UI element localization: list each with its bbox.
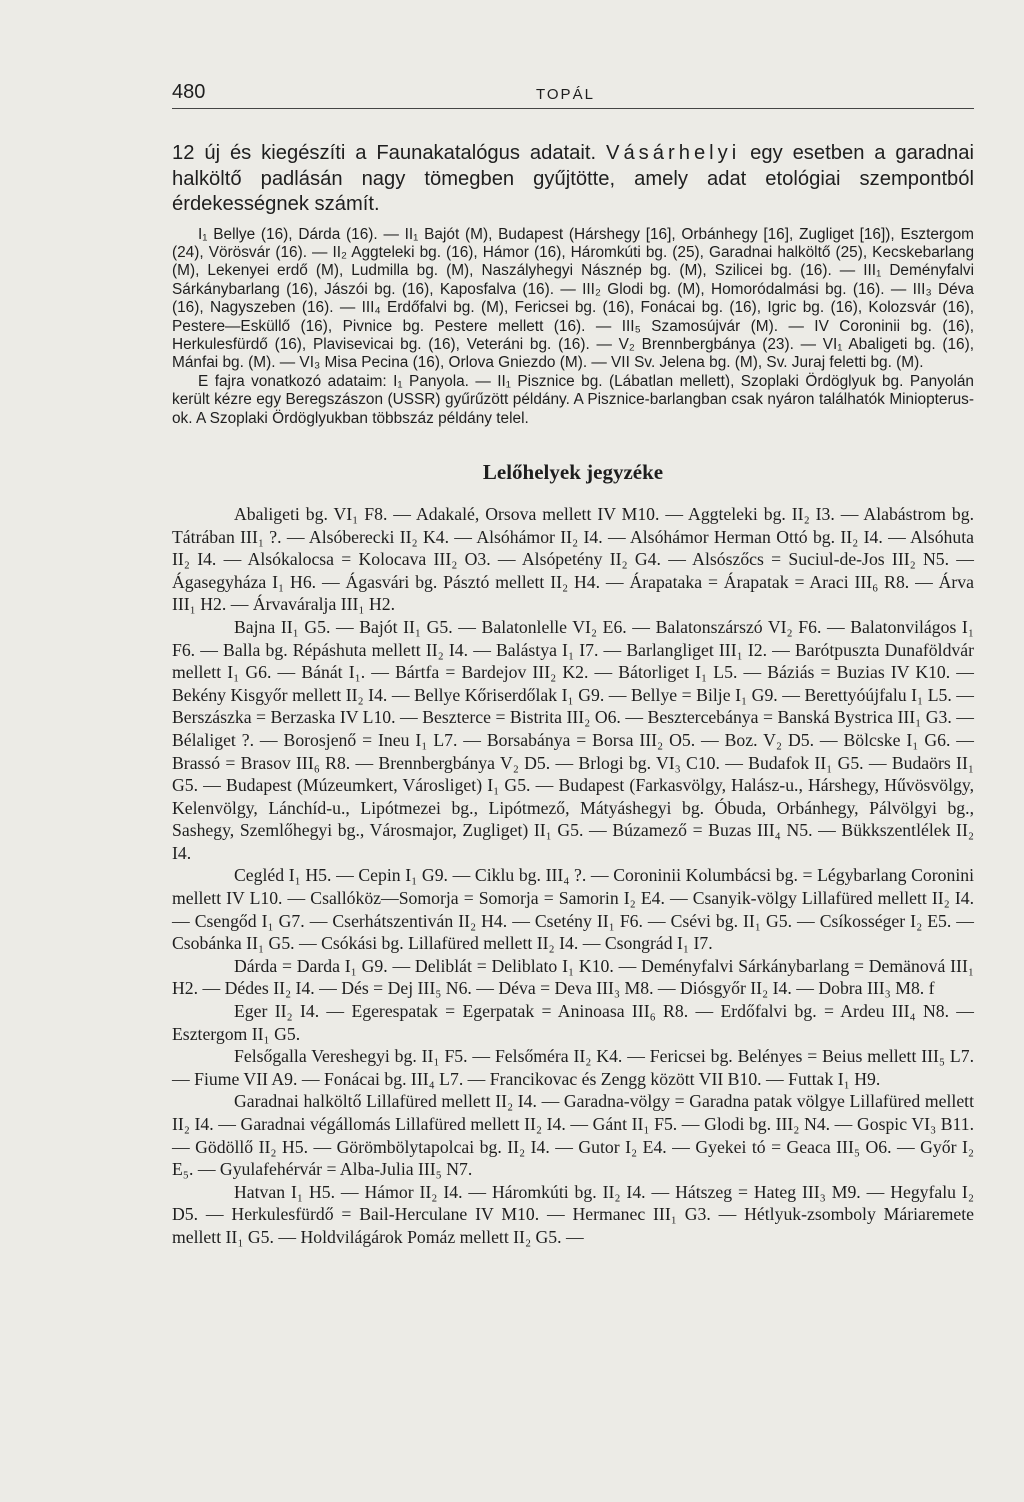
own-data-block <box>172 373 974 428</box>
intro-paragraph-block <box>172 141 974 218</box>
intro-text-end: egy esetben a garadnai halköltő padlásán nagy tömegben gyűjtötte, amely adat etológiai szempontból érdekességnek számít. <box>172 142 974 215</box>
localities-list <box>172 503 974 1249</box>
localities-paragraph-f: Felsőgalla Vereshegyi bg. II₁ F5. — Felsőméra II₂ K4. — Fericsei bg. Belényes = Beius mellett III₅ L7. — Fiume VII A9. — Fonácai bg. III₄ L7. — Francikovac és Zengg között VII B10. — Futtak I₁ H9. <box>172 1046 974 1089</box>
localities-paragraph-a: Abaligeti bg. VI₁ F8. — Adakalé, Orsova mellett IV M10. — Aggteleki bg. II₂ I3. — Alabástrom bg. Tátrában III₁ ?. — Alsóberecki II₂ K4. — Alsóhámor II₂ I4. — Alsóhámor Herman Ottó bg. II₂ I4. — Alsóhuta II₂ I4. — Alsókalocsa = Kolocava III₂ O3. — Alsópetény II₂ G4. — Alsószőcs = Suciul-de-Jos III₂ N5. — Ágasegyháza I₁ H6. — Ágasvári bg. Pásztó mellett II₂ H4. — Árapataka = Árapatak = Araci III₆ R8. — Árva III₁ H2. — Árvaváralja III₁ H2. <box>172 503 974 615</box>
running-head <box>172 78 974 109</box>
intro-author: Vásárhelyi <box>605 142 741 164</box>
localities-paragraph-h: Hatvan I₁ H5. — Hámor II₂ I4. — Háromkúti bg. II₂ I4. — Hátszeg = Hateg III₃ M9. — Hegyfalu I₂ D5. — Herkulesfürdő = Bail-Herculane IV M10. — Hermanec III₁ G3. — Hétlyuk-zsomboly Máriaremete mellett II₁ G5. — Holdvilágárok Pomáz mellett II₂ G5. — <box>172 1181 974 1247</box>
intro-text-start: 12 új és kiegészíti a Faunakatalógus adatait. <box>172 142 606 164</box>
section-heading: Lelőhelyek jegyzéke <box>482 459 664 484</box>
page-number: 480 <box>172 81 206 103</box>
localities-paragraph-c: Cegléd I₁ H5. — Cepin I₁ G9. — Ciklu bg. III₄ ?. — Coroninii Kolumbácsi bg. = Légybarlang Coronini mellett IV L10. — Csallóköz—Somorja = Somorja = Samorin I₂ E4. — Csanyik-völgy Lillafüred mellett II₂ I4. — Csengőd I₁ G7. — Cserhátszentiván II₂ H4. — Csetény II₁ F6. — Csévi bg. II₁ G5. — Csíkosséger I₂ E5. — Csobánka II₁ G5. — Csókási bg. Lillafüred mellett II₂ I4. — Csongrád I₁ I7. <box>172 865 974 954</box>
localities-paragraph-e: Eger II₂ I4. — Egerespatak = Egerpatak = Aninoasa III₆ R8. — Erdőfalvi bg. = Ardeu III₄ N8. — Esztergom II₁ G5. <box>172 1001 974 1044</box>
running-title: TOPÁL <box>536 86 595 103</box>
localities-paragraph-d: Dárda = Darda I₁ G9. — Deliblát = Deliblato I₁ K10. — Deményfalvi Sárkánybarlang = Demänová III₁ H2. — Dédes II₂ I4. — Dés = Dej III₅ N6. — Déva = Deva III₃ M8. — Diósgyőr II₂ I4. — Dobra III₃ M8. f <box>172 955 974 999</box>
localities-paragraph-b: Bajna II₁ G5. — Bajót II₁ G5. — Balatonlelle VI₂ E6. — Balatonszárszó VI₂ F6. — Balatonvilágos I₁ F6. — Balla bg. Répáshuta mellett II₂ I4. — Balástya I₁ I7. — Barlangliget III₁ I2. — Barótpuszta Dunaföldvár mellett I₁ G6. — Bánát I₁. — Bártfa = Bardejov III₂ K2. — Bátorliget I₁ L5. — Báziás = Buzias IV K10. — Bekény Kisgyőr mellett II₂ I4. — Bellye Kőriserdőlak I₁ G9. — Bellye = Bilje I₁ G9. — Berettyóújfalu I₁ L5. — Berszászka = Berzaska IV L10. — Beszterce = Bistrita III₂ O6. — Besztercebánya = Banská Bystrica III₁ G3. — Bélaliget ?. — Borosjenő = Ineu I₁ L7. — Borsabánya = Borsa III₂ O5. — Boz. V₂ D5. — Bölcske I₁ G6. — Brassó = Brasov III₆ R8. — Brennbergbánya V₂ D5. — Brlogi bg. VI₃ C10. — Budafok II₁ G5. — Budaörs II₁ G5. — Budapest (Múzeumkert, Városliget) I₁ G5. — Budapest (Farkasvölgy, Halász-u., Hárshegy, Hűvösvölgy, Kelenvölgy, Lánchíd-u., Lipótmezei bg., Lipótmező, Mátyáshegyi bg. Óbuda, Orbánhegy, Pálvölgyi bg., Sashegy, Szemlőhegyi bg., Városmajor, Zugliget) II₁ G5. — Búzamező = Buzas III₄ N5. — Bükkszentlélek II₂ I4. <box>172 616 974 863</box>
intro-paragraph <box>172 141 974 218</box>
own-data-paragraph: E fajra vonatkozó adataim: I₁ Panyola. — II₁ Pisznice bg. (Lábatlan mellett), Szoplaki Ördöglyuk bg. Panyolán került kézre egy Beregszászon (USSR) gyűrűzött példány. A Pisznice-barlangban csak nyáron találhatók Miniopterus-ok. A Szoplaki Ördöglyukban többszáz példány telel. <box>172 372 974 427</box>
distribution-paragraph: I₁ Bellye (16), Dárda (16). — II₁ Bajót (M), Budapest (Hárshegy [16], Orbánhegy [16], Zugliget [16]), Esztergom (24), Vörösvár (16). — II₂ Aggteleki bg. (16), Hámor (16), Háromkúti bg. (25), Garadnai halköltő (25), Kecskebarlang (M), Lekenyei erdő (M), Ludmilla bg. (M), Naszályhegyi Násznép bg. (M), Szilicei bg. (16). — III₁ Deményfalvi Sárkánybarlang (16), Jászói bg. (16), Kaposfalva (16). — III₂ Glodi bg. (M), Homoródalmási bg. (16). — III₃ Déva (16), Nagyszeben (16). — III₄ Erdőfalvi bg. (M), Fericsei bg. (16), Fonácai bg. (16), Igric bg. (16), Kolozsvár (16), Pestere—Esküllő (16), Pivnice bg. Pestere mellett (16). — III₅ Szamosújvár (M). — IV Coroninii bg. (16), Herkulesfürdő (16), Plavisevicai bg. (16), Veteráni bg. (16). — V₂ Brennbergbánya (23). — VI₁ Abaligeti bg. (16), Mánfai bg. (M). — VI₃ Misa Pecina (16), Orlova Gniezdo (M). — VII Sv. Jelena bg. (M), Sv. Juraj feletti bg. (M). <box>172 225 974 372</box>
localities-paragraph-g: Garadnai halköltő Lillafüred mellett II₂ I4. — Garadna-völgy = Garadna patak völgye Lillafüred mellett II₂ I4. — Garadnai végállomás Lillafüred mellett II₂ I4. — Gánt II₁ F5. — Glodi bg. III₂ N4. — Gospic VI₃ B11. — Gödöllő II₂ H5. — Görömbölytapolcai bg. II₂ I4. — Gutor I₂ E4. — Gyekei tó = Geaca III₅ O6. — Győr I₂ E₅. — Gyulafehérvár = Alba-Julia III₅ N7. <box>172 1091 974 1180</box>
distribution-list <box>172 226 974 373</box>
